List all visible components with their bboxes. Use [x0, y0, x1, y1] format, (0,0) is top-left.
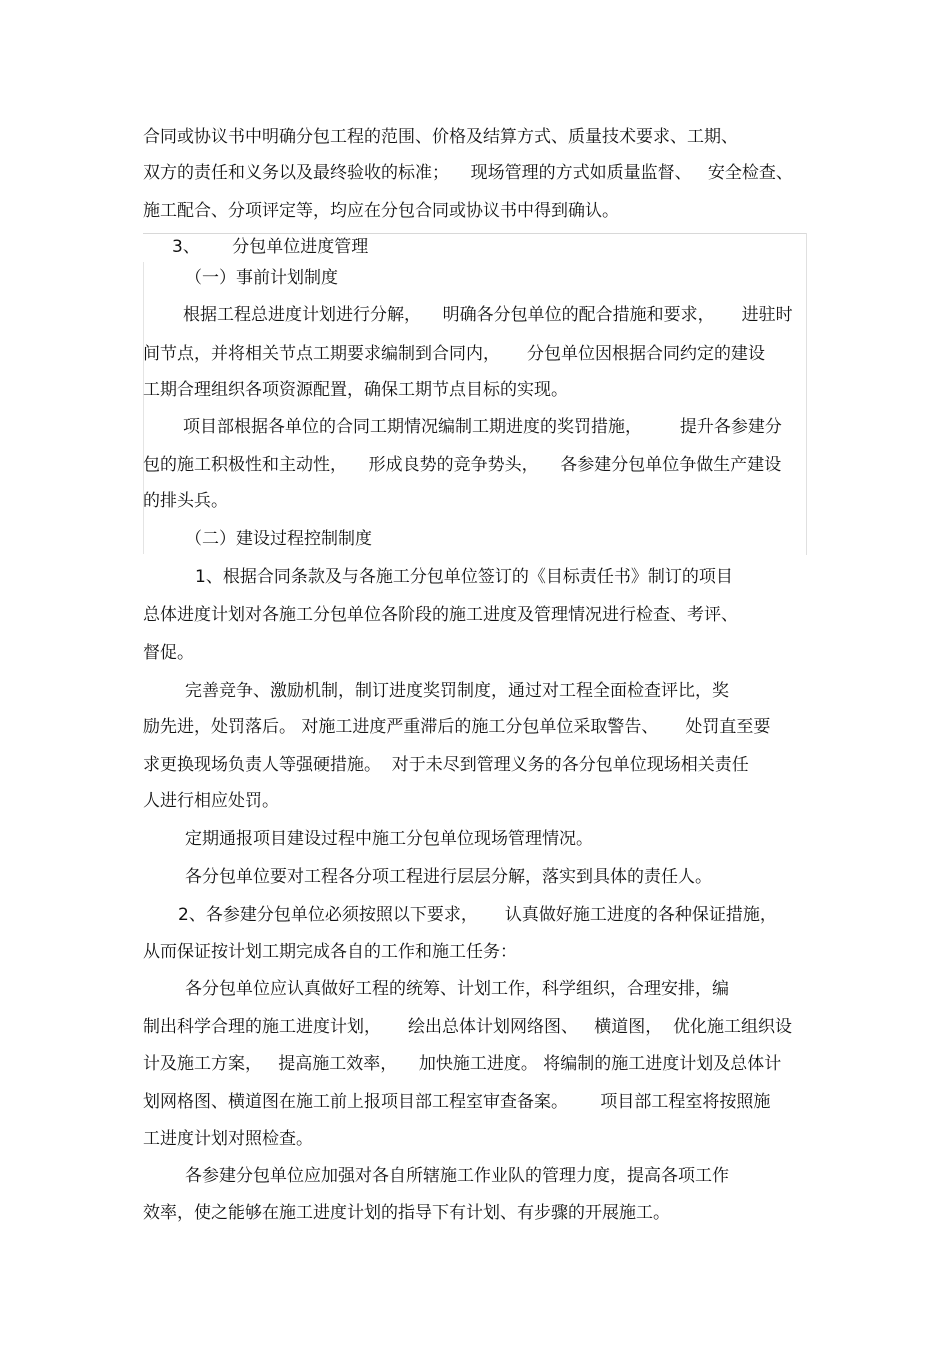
paragraph-line: 督促。	[143, 643, 194, 663]
paragraph-line: 双方的责任和义务以及最终验收的标准； 现场管理的方式如质量监督、 安全检查、	[143, 163, 793, 183]
paragraph-line: 间节点，并将相关节点工期要求编制到合同内， 分包单位因根据合同约定的建设	[143, 344, 766, 364]
subsection-heading: （一）事前计划制度	[185, 268, 338, 288]
section-frame-right	[806, 233, 807, 555]
paragraph-line: 各分包单位要对工程各分项工程进行层层分解，落实到具体的责任人。	[185, 867, 712, 887]
paragraph-line: 人进行相应处罚。	[143, 791, 279, 811]
paragraph-line: 的排头兵。	[143, 491, 228, 511]
paragraph-line: 计及施工方案， 提高施工效率， 加快施工进度。 将编制的施工进度计划及总体计	[143, 1054, 782, 1074]
paragraph-line: 2、各参建分包单位必须按照以下要求， 认真做好施工进度的各种保证措施，	[178, 905, 777, 925]
paragraph-line: 合同或协议书中明确分包工程的范围、价格及结算方式、质量技术要求、工期、	[143, 127, 738, 147]
paragraph-line: 各参建分包单位应加强对各自所辖施工作业队的管理力度，提高各项工作	[185, 1166, 729, 1186]
paragraph-line: 制出科学合理的施工进度计划， 绘出总体计划网络图、 横道图， 优化施工组织设	[143, 1017, 793, 1037]
paragraph-line: 根据工程总进度计划进行分解， 明确各分包单位的配合措施和要求， 进驻时	[183, 305, 793, 325]
section-frame-top	[143, 233, 807, 234]
paragraph-line: 项目部根据各单位的合同工期情况编制工期进度的奖罚措施， 提升各参建分	[183, 417, 782, 437]
paragraph-line: 工期合理组织各项资源配置，确保工期节点目标的实现。	[143, 380, 568, 400]
subsection-heading: （二）建设过程控制制度	[185, 529, 372, 549]
section-heading: 3、 分包单位进度管理	[172, 237, 369, 257]
paragraph-line: 效率，使之能够在施工进度计划的指导下有计划、有步骤的开展施工。	[143, 1203, 670, 1223]
paragraph-line: 总体进度计划对各施工分包单位各阶段的施工进度及管理情况进行检查、考评、	[143, 605, 738, 625]
paragraph-line: 施工配合、分项评定等，均应在分包合同或协议书中得到确认。	[143, 201, 619, 221]
paragraph-line: 求更换现场负责人等强硬措施。 对于未尽到管理义务的各分包单位现场相关责任	[143, 755, 749, 775]
paragraph-line: 工进度计划对照检查。	[143, 1129, 313, 1149]
paragraph-line: 1、根据合同条款及与各施工分包单位签订的《目标责任书》制订的项目	[195, 567, 733, 587]
paragraph-line: 从而保证按计划工期完成各自的工作和施工任务：	[143, 942, 517, 962]
paragraph-line: 定期通报项目建设过程中施工分包单位现场管理情况。	[185, 829, 593, 849]
paragraph-line: 划网格图、横道图在施工前上报项目部工程室审查备案。 项目部工程室将按照施	[143, 1092, 771, 1112]
paragraph-line: 各分包单位应认真做好工程的统筹、计划工作，科学组织，合理安排，编	[185, 979, 729, 999]
paragraph-line: 完善竞争、激励机制，制订进度奖罚制度，通过对工程全面检查评比，奖	[185, 681, 729, 701]
paragraph-line: 包的施工积极性和主动性， 形成良势的竞争势头， 各参建分包单位争做生产建设	[143, 455, 782, 475]
paragraph-line: 励先进，处罚落后。 对施工进度严重滞后的施工分包单位采取警告、 处罚直至要	[143, 717, 771, 737]
